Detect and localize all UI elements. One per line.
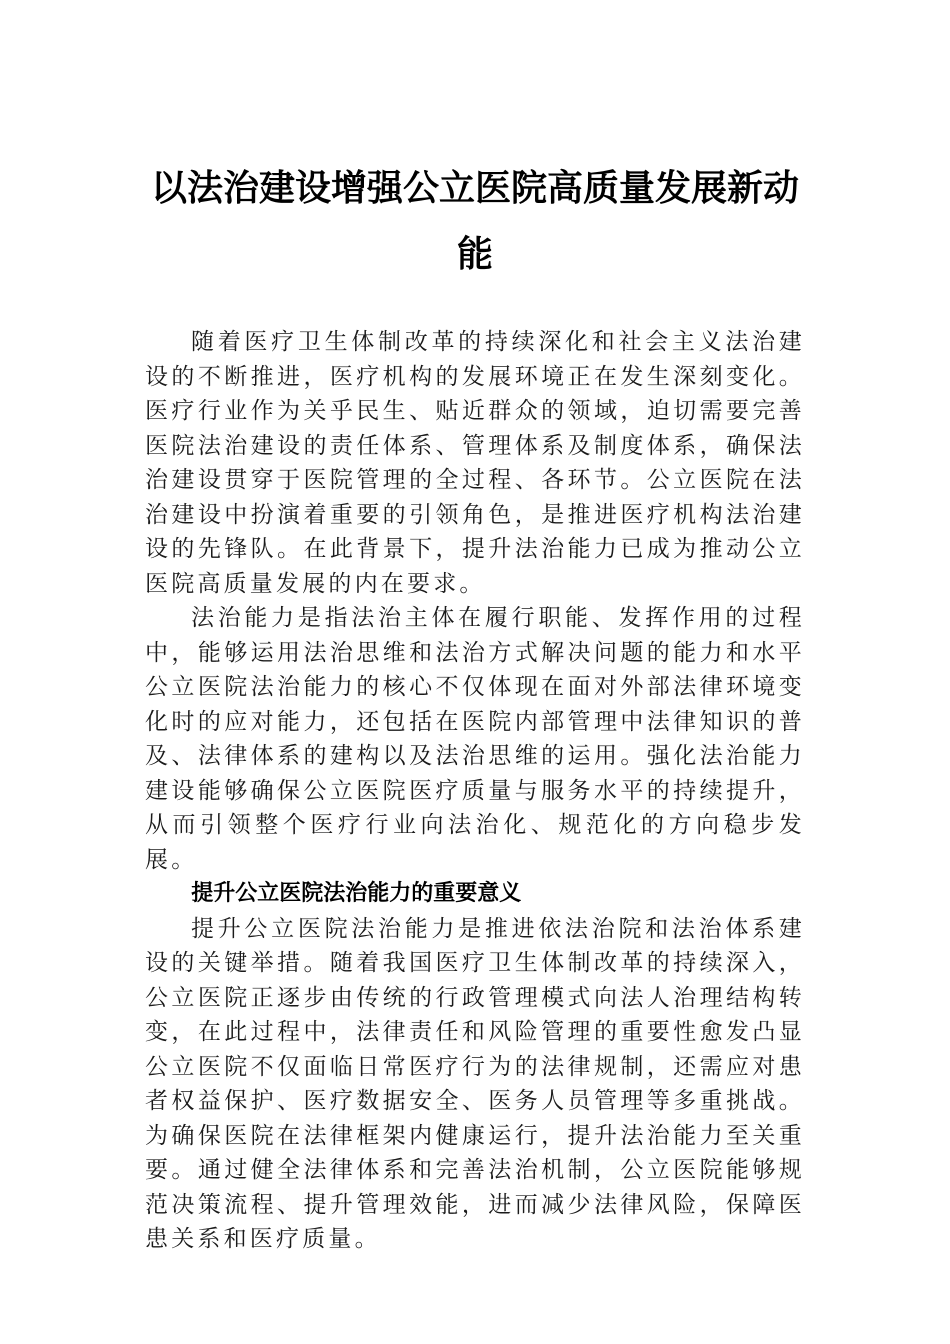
section-paragraph: 提升公立医院法治能力是推进依法治院和法治体系建设的关键举措。随着我国医疗卫生体制改革的持续深入，公立医院正逐步由传统的行政管理模式向法人治理结构转变，在此过程中，法律责任和风险管理的重要性愈发凸显公立医院不仅面临日常医疗行为的法律规制，还需应对患者权益保护、医疗数据安全、医务人员管理等多重挑战。为确保医院在法律框架内健康运行，提升法治能力至关重要。通过健全法律体系和完善法治机制，公立医院能够规范决策流程、提升管理效能，进而减少法律风险，保障医患关系和医疗质量。 [145, 915, 805, 1252]
body-paragraph: 法治能力是指法治主体在履行职能、发挥作用的过程中，能够运用法治思维和法治方式解决问题的能力和水平公立医院法治能力的核心不仅体现在面对外部法律环境变化时的应对能力，还包括在医院内部管理中法律知识的普及、法律体系的建构以及法治思维的运用。强化法治能力建设能够确保公立医院医疗质量与服务水平的持续提升，从而引领整个医疗行业向法治化、规范化的方向稳步发展。 [145, 605, 805, 873]
body-paragraph: 随着医疗卫生体制改革的持续深化和社会主义法治建设的不断推进，医疗机构的发展环境正在发生深刻变化。医疗行业作为关乎民生、贴近群众的领域，迫切需要完善医院法治建设的责任体系、管理体系及制度体系，确保法治建设贯穿于医院管理的全过程、各环节。公立医院在法治建设中扮演着重要的引领角色，是推进医疗机构法治建设的先锋队。在此背景下，提升法治能力已成为推动公立医院高质量发展的内在要求。 [145, 329, 805, 597]
document-title: 以法治建设增强公立医院高质量发展新动能 [150, 167, 799, 275]
section-heading: 提升公立医院法治能力的重要意义 [191, 881, 522, 906]
document-body [145, 325, 805, 1257]
